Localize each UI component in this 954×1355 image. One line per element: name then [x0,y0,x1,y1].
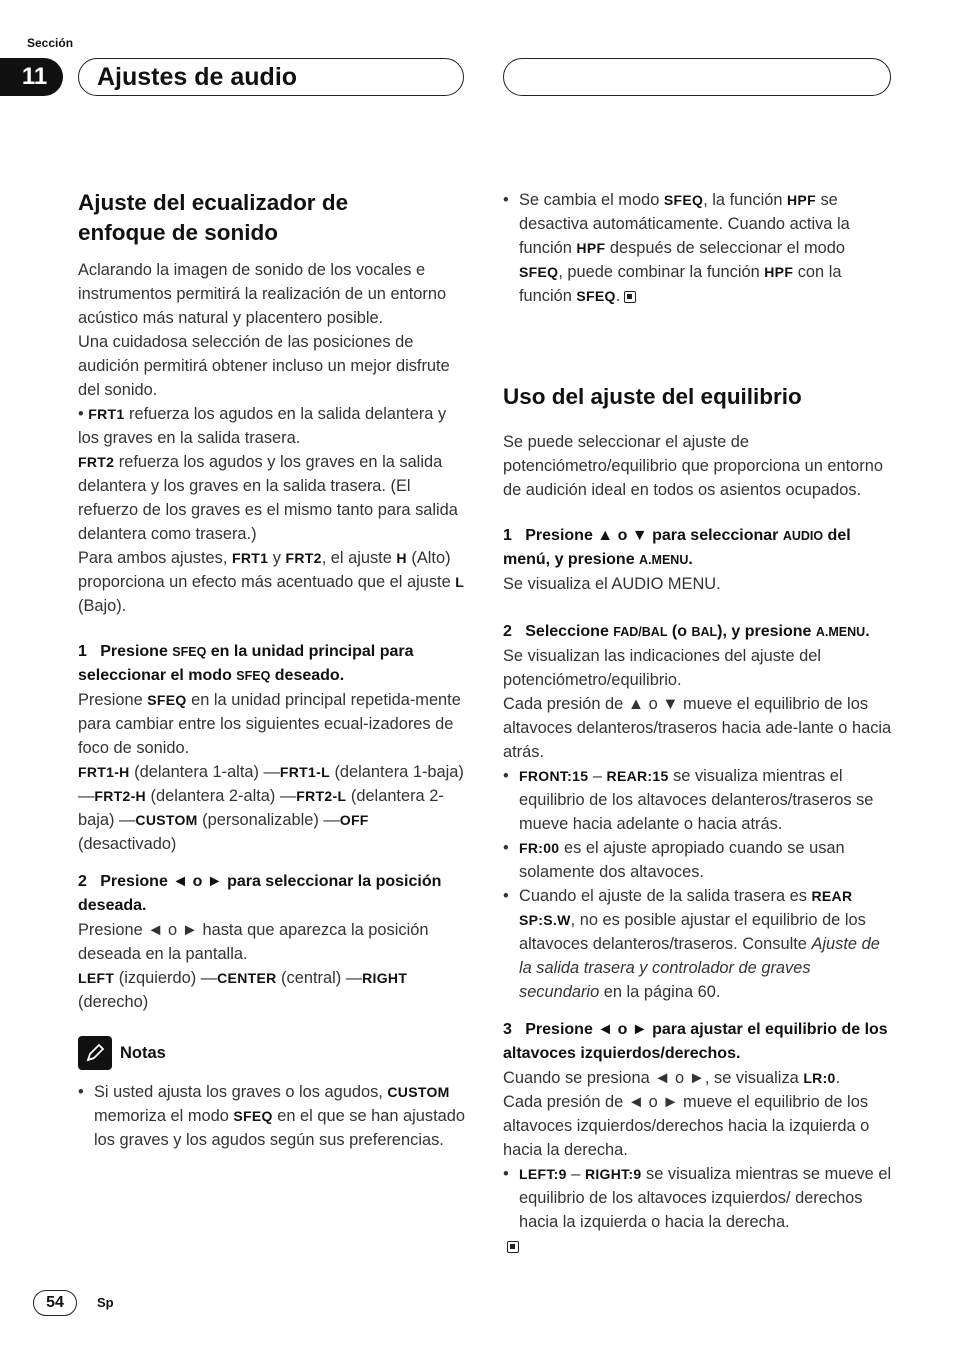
step-2-body: Presione ◄ o ► hasta que aparezca la posición deseada en la pantalla. [78,921,429,963]
balance-step-3-title: 3 Presione ◄ o ► para ajustar el equilibrio de los altavoces izquierdos/derechos. [503,1021,888,1062]
page-title-text: Ajustes de audio [97,62,298,91]
step-1-title: 1 Presione SFEQ en la unidad principal para seleccionar el modo SFEQ deseado. [78,643,414,684]
bullet-left-right: • LEFT:9 – RIGHT:9 se visualiza mientras se mueve el equilibrio de los altavoces izquierdos/ derechos hacia la izquierda o hacia la derecha. [503,1162,893,1234]
sfeq-modes-list: FRT1-H (delantera 1-alta) —FRT1-L (delantera 1-baja) —FRT2-H (delantera 2-alta) —FRT2-L (delantera 2-baja) —CUSTOM (personalizable) —OFF (desactivado) [78,763,464,853]
bullet-icon: • [503,191,509,209]
bullet-rear-spsw: • Cuando el ajuste de la salida trasera es REAR SP:S.W, no es posible ajustar el equilibrio de los altavoces delanteros/traseros. Consulte Ajuste de la salida trasera y controlador de graves secundario en la página 60. [503,884,893,1004]
end-mark-line [503,1234,893,1258]
header-empty-box [503,58,891,96]
step-2-title: 2 Presione ◄ o ► para seleccionar la posición deseada. [78,873,442,914]
section-number: 11 [0,58,63,96]
bullet-front-rear: • FRONT:15 – REAR:15 se visualiza mientras el equilibrio de los altavoces delanteros/traseros se mueve hacia adelante o hacia atrás. [503,764,893,836]
intro-paragraph-1: Aclarando la imagen de sonido de los vocales e instrumentos permitirá la realización de un entorno acústico más natural y placentero posible. [78,261,447,327]
balance-step-1-title: 1 Presione ▲ o ▼ para seleccionar AUDIO del menú, y presione A.MENU. [503,527,851,568]
page-number: 54 [33,1290,77,1316]
note-2: • Se cambia el modo SFEQ, la función HPF se desactiva automáticamente. Cuando activa la función HPF después de seleccionar el modo SFEQ, puede combinar la función HPF con la función SFEQ. [503,188,893,308]
balance-step-1-body: Se visualiza el AUDIO MENU. [503,575,721,593]
both-settings-paragraph: Para ambos ajustes, FRT1 y FRT2, el ajuste H (Alto) proporciona un efecto más acentuado que el ajuste L (Bajo). [78,549,465,615]
section-label: Sección [27,36,74,50]
frt1-description: • FRT1 refuerza los agudos en la salida delantera y los graves en la salida trasera. [78,405,447,447]
bullet-icon: • [503,887,509,905]
bullet-icon: • [503,839,509,857]
bullet-icon: • [78,1083,84,1101]
note-1: • Si usted ajusta los graves o los agudos, CUSTOM memoriza el modo SFEQ en el que se han ajustado los graves y los agudos según sus preferencias. [78,1080,466,1152]
intro-paragraph-2: Una cuidadosa selección de las posiciones de audición permitirá obtener incluso un mejor disfrute del sonido. [78,333,450,399]
balance-step-3-body-2: Cada presión de ◄ o ► mueve el equilibrio de los altavoces izquierdos/derechos hacia la izquierda o hacia la derecha. [503,1093,870,1159]
balance-step-2-title: 2 Seleccione FAD/BAL (o BAL), y presione A.MENU. [503,623,870,640]
balance-step-3-body-1: Cuando se presiona ◄ o ►, se visualiza LR:0. [503,1069,841,1087]
pencil-icon [78,1036,112,1070]
section-heading-balance: Uso del ajuste del equilibrio [503,384,802,409]
end-mark-icon [507,1241,519,1253]
language-code: Sp [97,1295,114,1310]
bullet-icon: • [503,1165,509,1183]
page-title [78,58,464,96]
notes-header [78,1036,466,1070]
bullet-icon: • [78,405,89,423]
left-column [78,188,466,1152]
end-mark-icon [624,291,636,303]
balance-step-2-body-1: Se visualizan las indicaciones del ajuste del potenciómetro/equilibrio. [503,647,821,689]
positions-list: LEFT (izquierdo) —CENTER (central) —RIGHT (derecho) [78,969,408,1011]
bullet-icon: • [503,767,509,785]
step-1-body: Presione SFEQ en la unidad principal repetida-mente para cambiar entre los siguientes ecual-izadores de foco de sonido. [78,691,461,757]
notes-title: Notas [120,1044,166,1062]
balance-intro: Se puede seleccionar el ajuste de potenciómetro/equilibrio que proporciona un entorno de audición ideal en todos os asientos ocupados. [503,433,883,499]
frt2-description: FRT2 refuerza los agudos y los graves en la salida delantera y los graves en la salida trasera. (El refuerzo de los graves es el mismo tanto para salida delantera como trasera.) [78,453,458,543]
balance-step-2-body-2: Cada presión de ▲ o ▼ mueve el equilibrio de los altavoces delanteros/traseros hacia ade-lante o hacia atrás. [503,695,892,761]
bullet-fr00: • FR:00 es el ajuste apropiado cuando se usan solamente dos altavoces. [503,836,893,884]
right-column [503,188,893,1258]
section-heading-equalizer: Ajuste del ecualizador de enfoque de sonido [78,190,349,245]
